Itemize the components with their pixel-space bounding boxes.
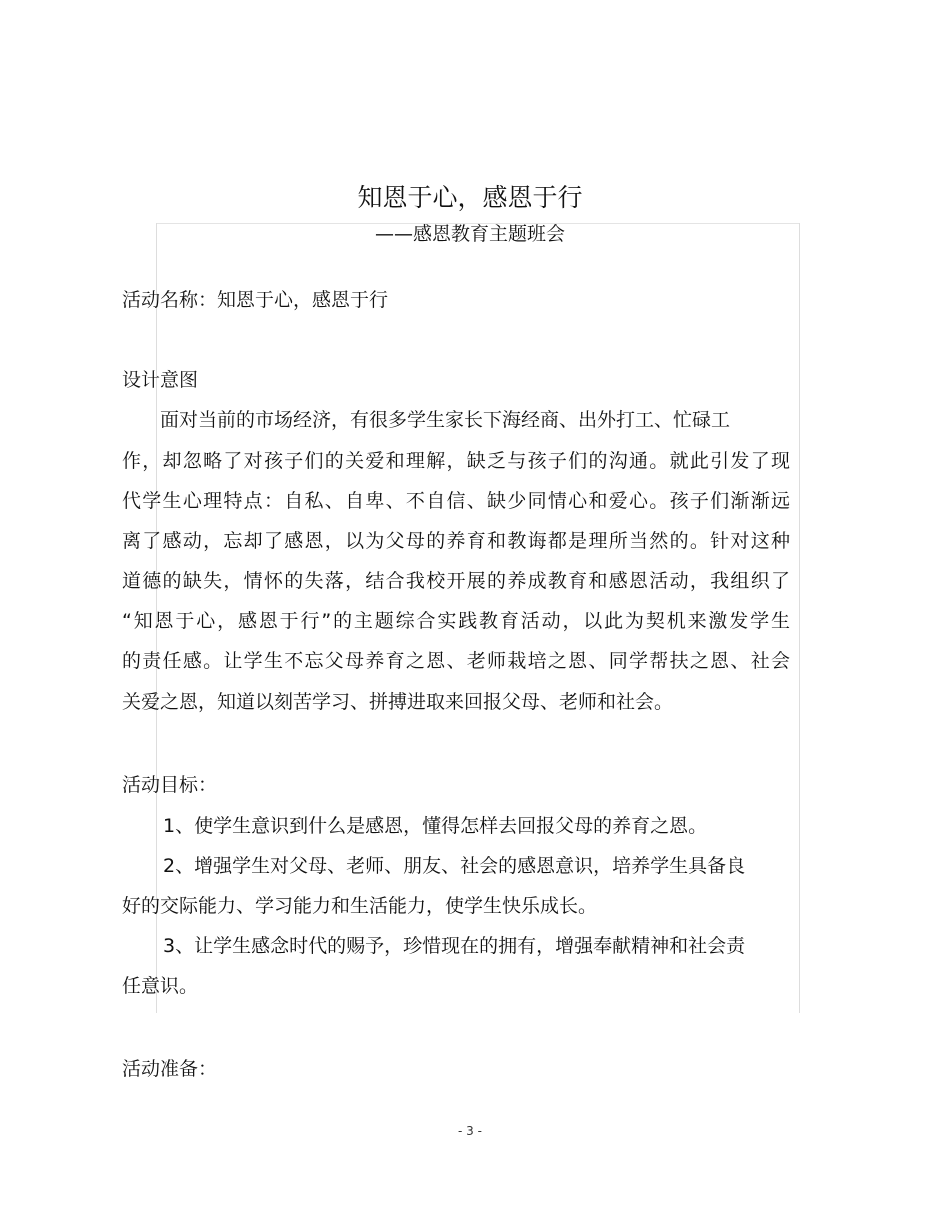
design-line: 面对当前的市场经济，有很多学生家长下海经商、出外打工、忙碌工	[160, 409, 731, 431]
design-line: 作，却忽略了对孩子们的关爱和理解，缺乏与孩子们的沟通。就此引发了现	[122, 450, 790, 472]
goal-line: 1、使学生意识到什么是感恩，懂得怎样去回报父母的养育之恩。	[163, 815, 708, 837]
design-line: 道德的缺失，情怀的失落，结合我校开展的养成教育和感恩活动，我组织了	[122, 570, 790, 592]
design-heading: 设计意图	[122, 369, 199, 391]
goals-heading: 活动目标：	[122, 774, 218, 796]
preparation-heading: 活动准备：	[122, 1058, 218, 1080]
document-title: 知恩于心，感恩于行	[357, 183, 583, 212]
design-line: 代学生心理特点：自私、自卑、不自信、缺少同情心和爱心。孩子们渐渐远	[122, 490, 790, 512]
design-line: 的责任感。让学生不忘父母养育之恩、老师栽培之恩、同学帮扶之恩、社会	[122, 650, 790, 672]
design-line: 离了感动，忘却了感恩，以为父母的养育和教诲都是理所当然的。针对这种	[122, 530, 790, 552]
design-line: 关爱之恩，知道以刻苦学习、拼搏进取来回报父母、老师和社会。	[122, 691, 674, 713]
goal-line: 3、让学生感念时代的赐予，珍惜现在的拥有，增强奉献精神和社会责	[163, 935, 746, 957]
goal-line: 好的交际能力、学习能力和生活能力，使学生快乐成长。	[122, 895, 598, 917]
document-subtitle: ——感恩教育主题班会	[374, 223, 565, 245]
goal-line: 2、增强学生对父母、老师、朋友、社会的感恩意识，培养学生具备良	[163, 855, 746, 877]
activity-name-line: 活动名称：知恩于心，感恩于行	[122, 289, 389, 311]
design-line: “知恩于心，感恩于行”的主题综合实践教育活动，以此为契机来激发学生	[122, 610, 790, 632]
page-number: - 3 -	[458, 1124, 482, 1138]
goal-line: 任意识。	[122, 975, 199, 997]
